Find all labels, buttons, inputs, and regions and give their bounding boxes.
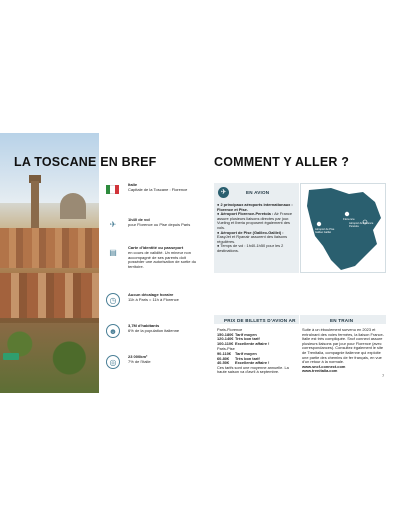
table-row: 90-110€ Tarif moyen — [217, 350, 257, 356]
price-note: Ces tarifs sont une moyenne annuelle. La haute saison va d'avril à septembre. — [217, 364, 289, 375]
table-row: 40-50€ Excellente affaire ! — [217, 360, 270, 366]
train-text: Suite à un éboulement survenu en 2023 et entraînant des voies fermées, la liaison France-Italie est très compliquée. Sncf connect assure plusieurs liaisons par jour pour Florence (avec correspondances). Consultez également le site de Trenitalia, compagnie italienne qui exploite une partie des chemins de fer français, en vue d'un retour à la normale. www.sncf-connect.com www.trenitalia.com — [302, 327, 384, 374]
area-icon: ◎ — [106, 355, 120, 369]
florence-marker-icon — [345, 212, 349, 216]
sncf-link[interactable]: www.sncf-connect.com — [302, 363, 346, 369]
right-title: COMMENT Y ALLER ? — [214, 155, 350, 169]
left-title: LA TOSCANE EN BREF — [14, 155, 157, 169]
page-number: 7 — [382, 373, 385, 378]
map-label-florence-airport: Aéroport de Florence Peretola — [349, 222, 374, 228]
pisa-marker-icon — [317, 222, 321, 226]
airplane-circle-icon: ✈ — [218, 187, 229, 198]
clock-icon: ◷ — [106, 293, 120, 307]
siena-photo — [0, 133, 99, 393]
trenitalia-link[interactable]: www.trenitalia.com — [302, 368, 338, 374]
table-row: 100-110€ Excellente affaire ! — [217, 340, 270, 346]
tuscany-map — [300, 183, 386, 273]
price-table: Paris-Florence 150-180€ Tarif moyen 120-140€ Très bon tarif 100-110€ Excellente affaire ! Paris-Pise 90-110€ Tarif moyen 60-80€ Très bon tarif 40-50€ Excellente affaire ! Ces tarifs sont une moyenne annuelle. La haute saison va d'avril à septembre. — [217, 328, 299, 375]
page-spread: LA TOSCANE EN BREF COMMENT Y ALLER ? Italie Capitale de la Toscane : Florence ✈ 1h40 de vol pour Florence ou Pise depuis Paris ▤ Carte d'identité ou passeport en cours de validité. Un mineur non accompagné de ses parents doit posséder une autorisation de sortie du territoire. ◷ Aucun décalage horaire 11h à Paris = 11h à Florence ☻ 3,7M d'habitants 6% de la population italienne ◎ 23 000km² 7% de l'Italie ✈ EN AVION ● 2 principaux aéroports internationaux : Florence et Pise. ● Aéroport Florence-Peretola : Air France assure plusieurs liaisons directes par jour. Vueling et Iberia proposent également des vols. ● Aéroport de Pise (Galileo-Galilei) : EasyJet et Ryanair assurent des liaisons régulières. ● Temps de vol : 1h40-1h50 pour les 2 destinations. Florence Aéroport de Florence Peretola Aéroport de Pise Galileo Galilei PRIX DE BILLETS D'AVION AR Paris-Florence 150-180€ Tarif moyen 120-140€ Très bon tarif 100-110€ Excellente affaire ! Paris-Pise 90-110€ Tarif moyen 60-80€ Très bon tarif 40-50€ Excellente affaire ! Ces tarifs sont une moyenne annuelle. La haute saison va d'avril à septembre. EN TRAIN Suite à un éboulement survenu en 2023 et entraînant des voies fermées, la liaison France-Italie est très compliquée. Sncf connect assure plusieurs liaisons par jour pour Florence (avec correspondances). Consultez également le site de Trenitalia, compagnie italienne qui exploite une partie des chemins de fer français, en vue d'un retour à la normale. www.sncf-connect.com www.trenitalia.com 7 — [0, 133, 400, 393]
table-row: 150-180€ Tarif moyen — [217, 331, 257, 337]
map-label-florence: Florence — [343, 217, 355, 221]
airplane-icon: ✈ — [109, 220, 117, 229]
plane-heading: EN AVION — [246, 190, 270, 195]
train-heading: EN TRAIN — [330, 317, 354, 323]
id-card-icon: ▤ — [109, 248, 117, 257]
tuscany-map-svg — [301, 184, 387, 274]
map-label-pisa-airport: Aéroport de Pise Galileo Galilei — [315, 228, 335, 234]
table-row: 120-140€ Très bon tarif — [217, 336, 260, 342]
table-row: 60-80€ Très bon tarif — [217, 355, 260, 361]
people-icon: ☻ — [106, 324, 120, 338]
plane-text: ● 2 principaux aéroports internationaux : Florence et Pise. ● Aéroport Florence-Peretola : Air France assure plusieurs liaisons directes par jour. Vueling et Iberia proposent également des vols. ● Aéroport de Pise (Galileo-Galilei) : EasyJet et Ryanair assurent des liaisons régulières. ● Temps de vol : 1h40-1h50 pour les 2 destinations. — [217, 202, 293, 253]
italy-flag-icon — [106, 185, 119, 194]
price-heading: PRIX DE BILLETS D'AVION AR — [224, 317, 296, 323]
photo-badge — [3, 353, 19, 360]
